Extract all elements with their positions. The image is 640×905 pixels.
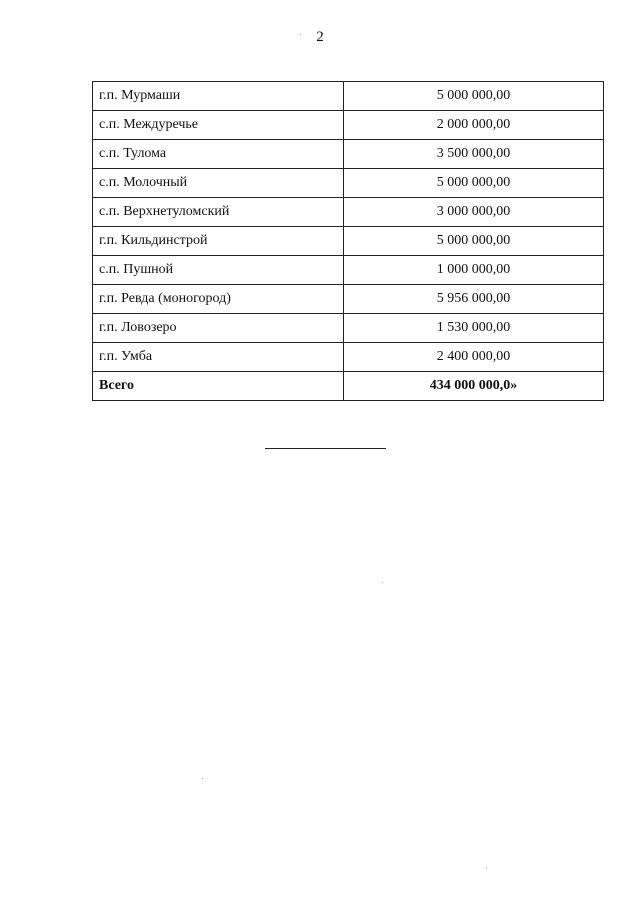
total-row (93, 372, 604, 401)
allocation-table-container (92, 81, 597, 401)
scan-speck (300, 34, 301, 35)
table-row (93, 140, 604, 169)
municipality-name: с.п. Верхнетуломский (93, 198, 344, 227)
scan-speck (202, 778, 203, 779)
municipality-name: с.п. Пушной (93, 256, 344, 285)
allocation-amount: 2 000 000,00 (344, 111, 604, 140)
table-row (93, 256, 604, 285)
table-row (93, 227, 604, 256)
municipality-name: г.п. Мурмаши (93, 82, 344, 111)
allocation-amount: 5 000 000,00 (344, 169, 604, 198)
table-row (93, 111, 604, 140)
municipality-name: г.п. Ловозеро (93, 314, 344, 343)
allocation-amount: 3 500 000,00 (344, 140, 604, 169)
municipality-name: г.п. Ревда (моногород) (93, 285, 344, 314)
allocation-amount: 1 530 000,00 (344, 314, 604, 343)
municipality-name: г.п. Кильдинстрой (93, 227, 344, 256)
total-label: Всего (93, 372, 344, 401)
municipality-name: с.п. Междуречье (93, 111, 344, 140)
table-row (93, 169, 604, 198)
table-row (93, 314, 604, 343)
end-separator-line (265, 448, 386, 449)
table-row (93, 82, 604, 111)
allocation-table (92, 81, 604, 401)
municipality-name: г.п. Умба (93, 343, 344, 372)
allocation-amount: 1 000 000,00 (344, 256, 604, 285)
municipality-name: с.п. Тулома (93, 140, 344, 169)
page-number: 2 (316, 29, 324, 45)
table-row (93, 285, 604, 314)
scan-speck (486, 868, 487, 869)
allocation-amount: 5 000 000,00 (344, 82, 604, 111)
allocation-amount: 5 956 000,00 (344, 285, 604, 314)
table-row (93, 343, 604, 372)
municipality-name: с.п. Молочный (93, 169, 344, 198)
allocation-amount: 5 000 000,00 (344, 227, 604, 256)
table-row (93, 198, 604, 227)
total-amount: 434 000 000,0» (344, 372, 604, 401)
scan-speck (382, 582, 383, 583)
allocation-amount: 2 400 000,00 (344, 343, 604, 372)
allocation-amount: 3 000 000,00 (344, 198, 604, 227)
